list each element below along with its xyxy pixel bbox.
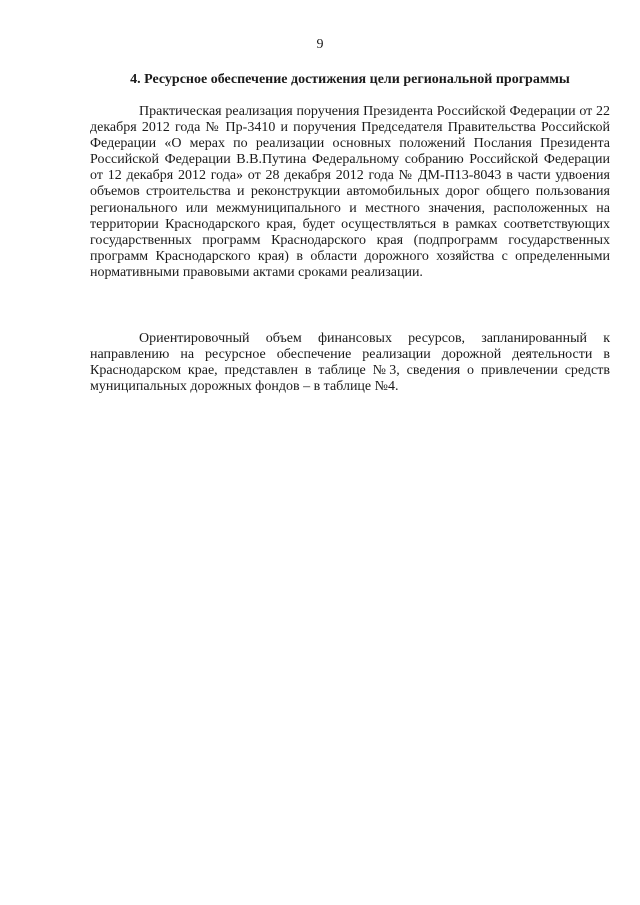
section-title: 4. Ресурсное обеспечение достижения цели региональной программы bbox=[130, 72, 570, 87]
paragraph-financial-volume: Ориентировочный объем финансовых ресурсов, запланированный к направлению на ресурсное обеспечение реализации дорожной деятельности в Краснодарском крае, представлен в таблице №3, сведения о привлечении средств муниципальных дорожных фондов – в таблице №4. bbox=[90, 331, 610, 395]
paragraph-resource-implementation: Практическая реализация поручения Президента Российской Федерации от 22 декабря 2012 года № Пр-3410 и поручения Председателя Правительства Российской Федерации «О мерах по реализации основных положений Послания Президента Российской Федерации В.В.Путина Федеральному собранию Российской Федерации от 12 декабря 2012 года» от 28 декабря 2012 года № ДМ-П13-8043 в части удвоения объемов строительства и реконструкции автомобильных дорог общего пользования регионального или межмуниципального и местного значения, расположенных на территории Краснодарского края, будет осуществляться в рамках соответствующих государственных программ Краснодарского края (подпрограмм государственных программ Краснодарского края) в области дорожного хозяйства с определенными нормативными правовыми актами сроками реализации. bbox=[90, 104, 610, 280]
page-number: 9 bbox=[316, 37, 324, 52]
